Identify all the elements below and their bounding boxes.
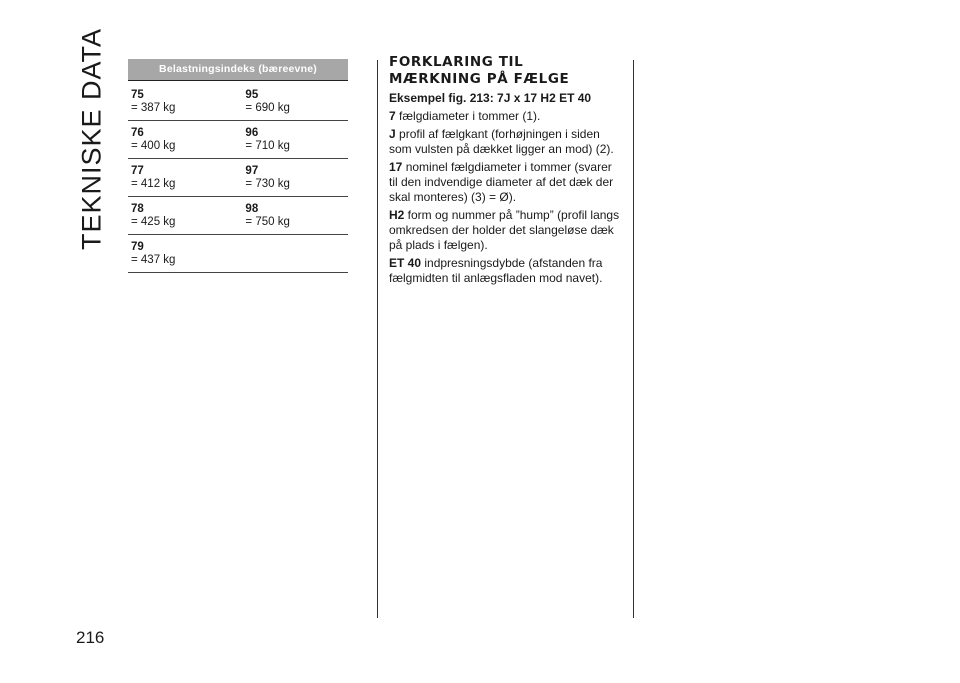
marking-text: fælgdiameter i tommer (1).	[395, 109, 541, 123]
marking-code: ET 40	[389, 256, 422, 270]
load-weight: = 690 kg	[245, 102, 290, 114]
load-weight: = 730 kg	[245, 178, 290, 190]
marking-code: 7	[389, 109, 396, 123]
table-cell	[245, 127, 348, 158]
section-title	[72, 27, 112, 251]
marking-text: indpresningsdybde (afstanden fra fælgmidten til anlægsfladen mod navet).	[389, 256, 603, 285]
load-index: 76	[131, 127, 144, 139]
load-index: 77	[131, 165, 144, 177]
rim-marking-section	[389, 54, 621, 286]
section-heading: FORKLARING TIL MÆRKNING PÅ FÆLGE	[389, 54, 570, 87]
example-line: Eksempel fig. 213: 7J x 17 H2 ET 40	[389, 91, 592, 105]
load-weight: = 400 kg	[131, 140, 176, 152]
load-weight: = 425 kg	[131, 216, 176, 228]
table-cell	[128, 165, 245, 196]
table-cell	[245, 203, 348, 234]
load-weight: = 710 kg	[245, 140, 290, 152]
load-weight: = 412 kg	[131, 178, 176, 190]
marking-code: J	[389, 127, 396, 141]
table-cell	[245, 165, 348, 196]
table-cell	[245, 241, 348, 272]
load-index: 97	[245, 165, 259, 177]
load-index-table	[128, 59, 348, 273]
table-cell	[128, 241, 245, 272]
table-cell	[128, 89, 245, 120]
load-weight: = 387 kg	[131, 102, 176, 114]
marking-item	[389, 208, 621, 253]
marking-item	[389, 109, 621, 124]
column-divider	[633, 60, 634, 618]
table-cell	[128, 127, 245, 158]
table-cell	[128, 203, 245, 234]
marking-text: profil af fælgkant (forhøjningen i siden som vulsten på dækket ligger an mod) (2).	[389, 127, 614, 156]
marking-text: nominel fælgdiameter i tommer (svarer til den indvendige diameter af det dæk der skal monteres) (3) = Ø).	[389, 160, 614, 204]
column-divider	[377, 60, 378, 618]
marking-code: 17	[389, 160, 403, 174]
table-row	[128, 159, 348, 197]
marking-item	[389, 127, 621, 157]
load-index: 78	[131, 203, 144, 215]
load-index: 98	[245, 203, 259, 215]
table-row	[128, 235, 348, 273]
table-row	[128, 197, 348, 235]
marking-item	[389, 160, 621, 205]
load-index: 75	[131, 89, 144, 101]
marking-item	[389, 256, 621, 286]
load-weight: = 437 kg	[131, 254, 176, 266]
marking-text: form og nummer på ”hump” (profil langs omkredsen der holder det slangeløse dæk på plads i fælgen).	[389, 208, 620, 252]
marking-code: H2	[389, 208, 405, 222]
load-index: 79	[131, 241, 144, 253]
load-index: 95	[245, 89, 259, 101]
load-weight: = 750 kg	[245, 216, 290, 228]
table-row	[128, 81, 348, 121]
table-cell	[245, 89, 348, 120]
section-title-text: TEKNISKE DATA	[76, 27, 107, 251]
load-index: 96	[245, 127, 259, 139]
table-row	[128, 121, 348, 159]
page-number: 216	[76, 628, 105, 647]
table-header: Belastningsindeks (bæreevne)	[128, 59, 348, 80]
